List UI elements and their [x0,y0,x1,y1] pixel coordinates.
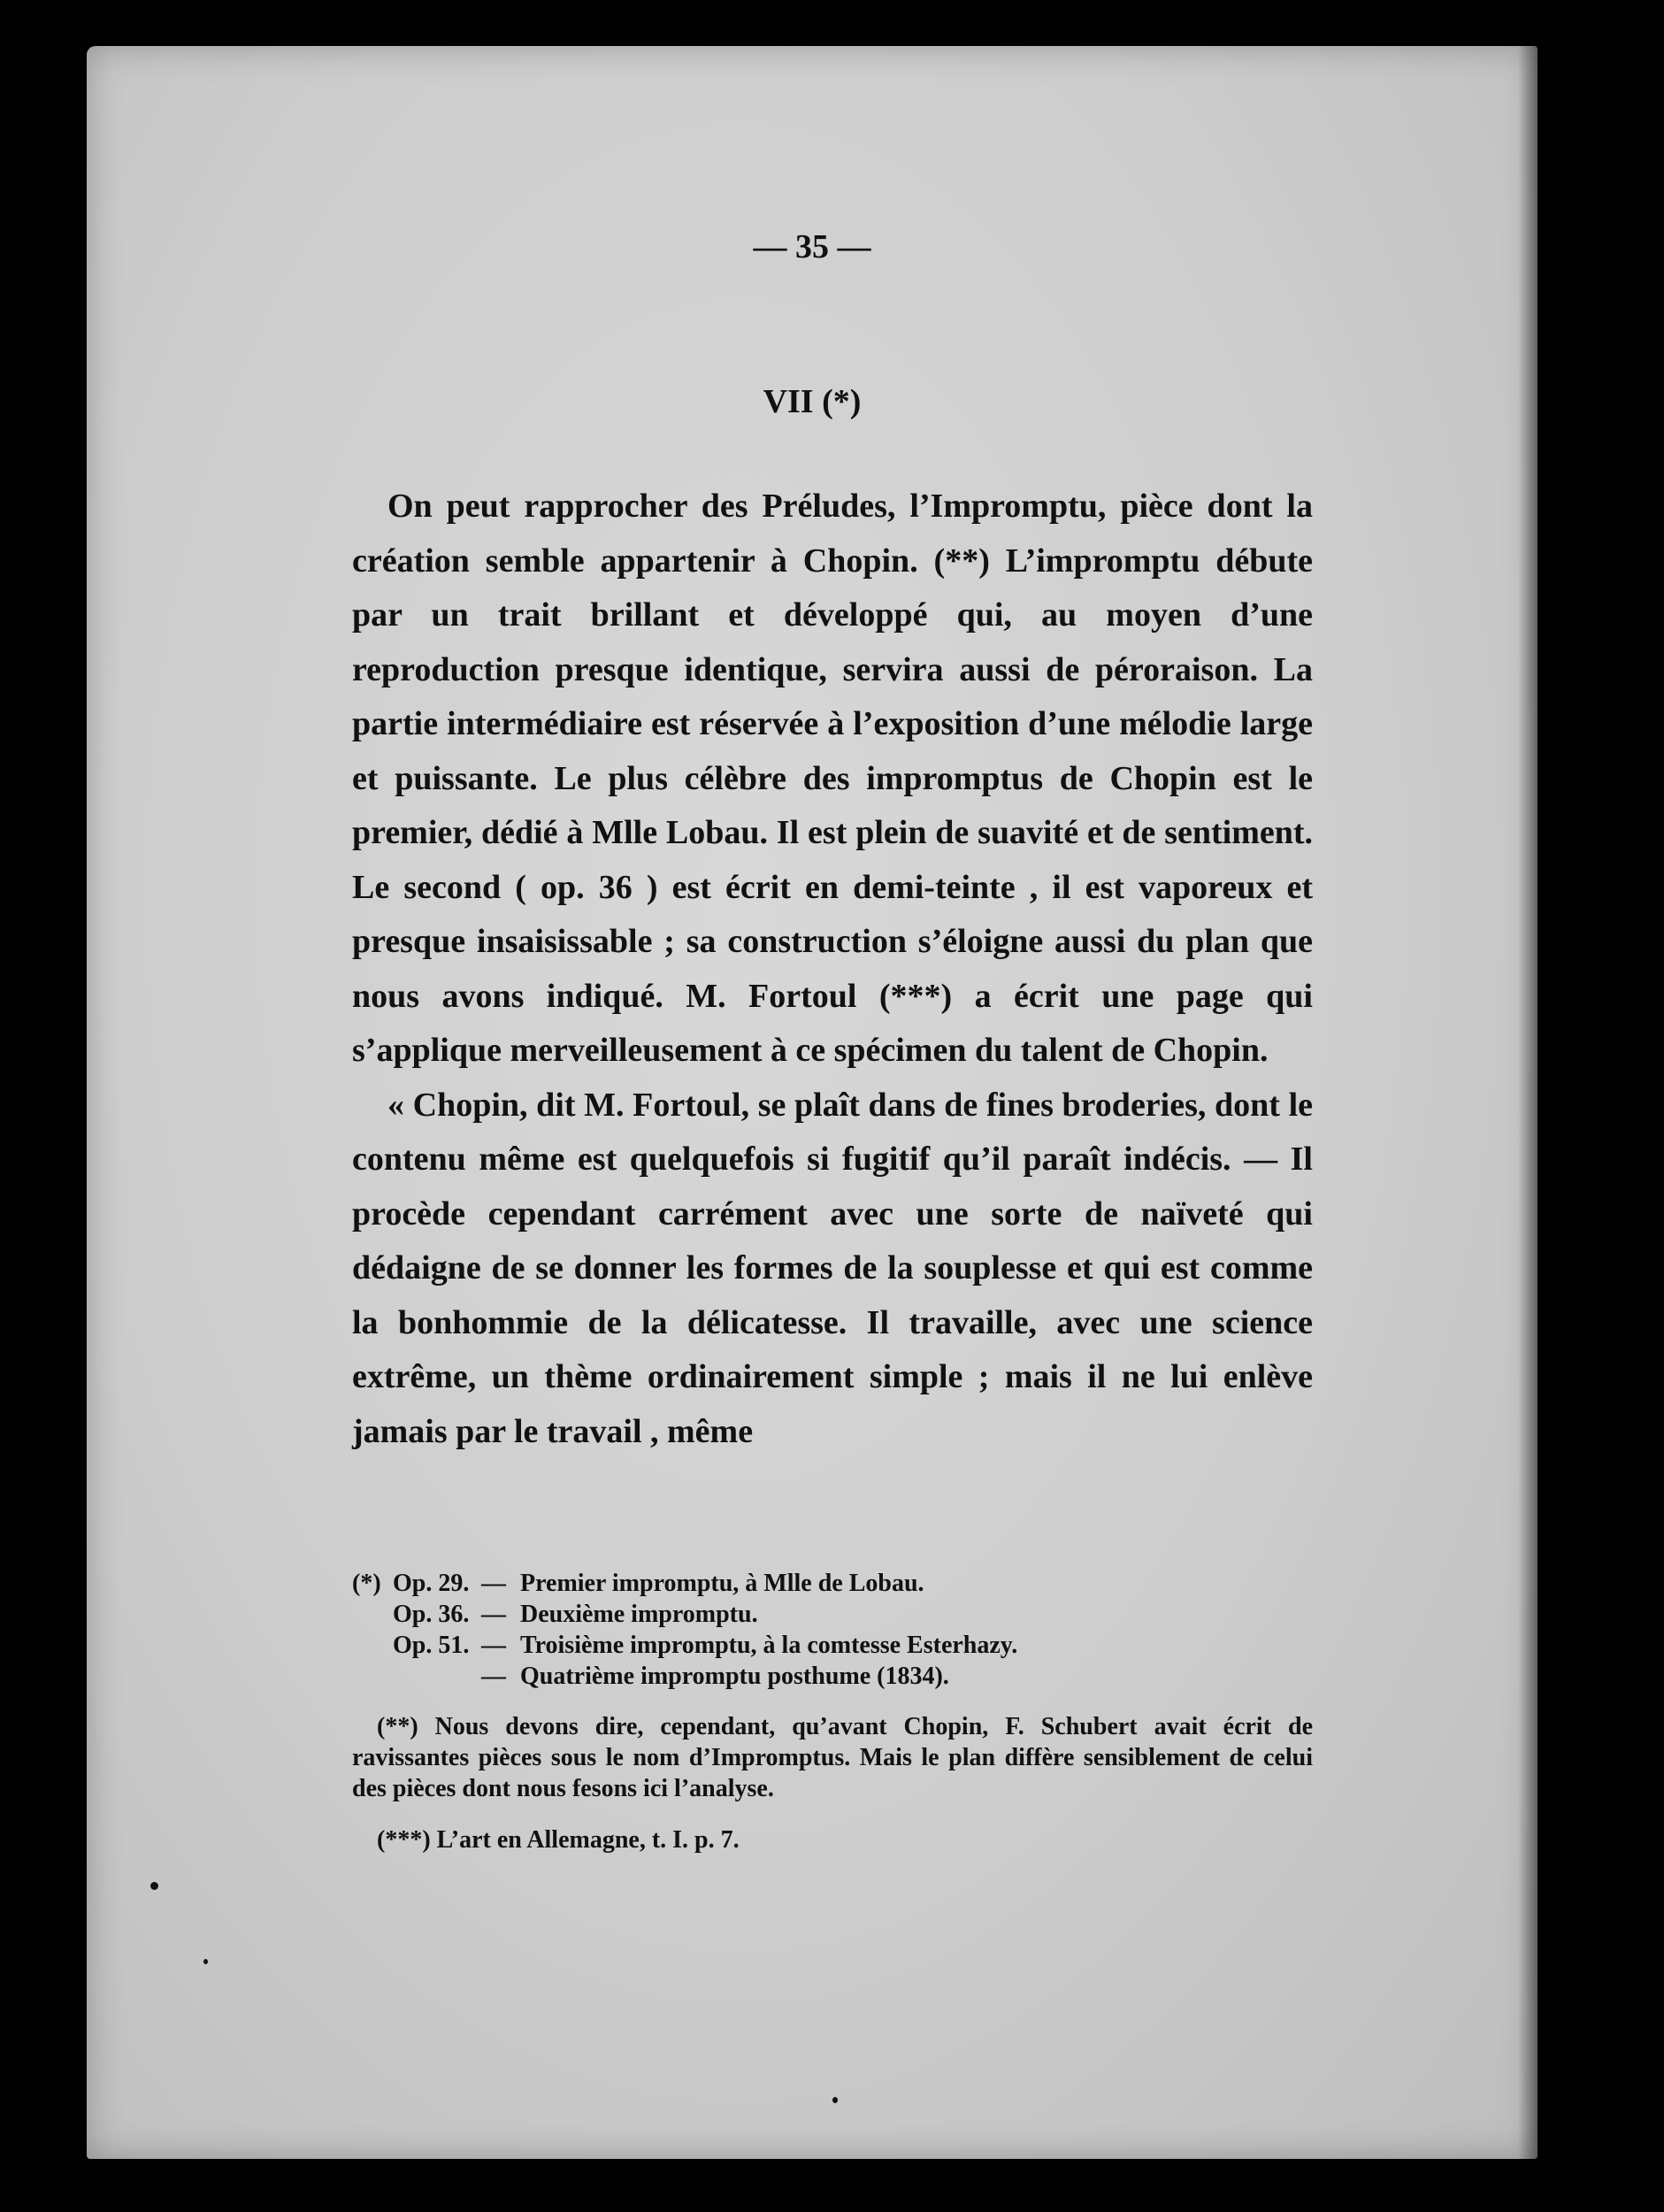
main-text [352,480,1313,1459]
page-number: — 35 — [753,228,871,265]
footnote-text: Deuxième impromptu. [520,1601,758,1628]
footnote-dash: — [481,1601,506,1628]
footnote-op [393,1661,481,1692]
footnote-text: Premier impromptu, à Mlle de Lobau. [520,1570,924,1597]
paragraph-1: On peut rapprocher des Préludes, l’Impromptu, pièce dont la création semble appartenir à Chopin. (**) L’impromptu débute par un trait brillant et développé qui, au moyen d’une reproduction presque identique, servira aussi de péroraison. La partie intermédiaire est réservée à l’exposition d’une mélodie large et puissante. Le plus célèbre des impromptus de Chopin est le premier, dédié à Mlle Lobau. Il est plein de suavité et de sentiment. Le second ( op. 36 ) est écrit en demi-teinte , il est vaporeux et presque insaisissable ; sa construction s’éloigne aussi du plan que nous avons indiqué. M. Fortoul (***) a écrit une page qui s’applique merveilleusement à ce spécimen du talent de Chopin. [352,488,1313,1069]
ink-speck [150,1882,158,1890]
footnote-1-row [352,1599,1313,1630]
footnote-3: (***) L’art en Allemagne, t. I. p. 7. [377,1826,740,1854]
ink-speck [203,1959,208,1964]
footnote-dash: — [481,1663,506,1690]
footnote-text: Troisième impromptu, à la comtesse Esterhazy. [520,1632,1018,1659]
footnote-1-row [352,1630,1313,1661]
footnote-1-row [352,1661,1313,1692]
section-title: VII (*) [763,383,862,420]
footnote-1 [352,1568,1313,1692]
footnote-dash: — [481,1570,506,1597]
footnote-op: Op. 36. [393,1601,470,1628]
ink-speck [832,2097,838,2103]
footnote-dash: — [481,1632,506,1659]
footnote-2: (**) Nous devons dire, cependant, qu’avant Chopin, F. Schubert avait écrit de ravissantes pièces sous le nom d’Impromptus. Mais le plan diffère sensiblement de celui des pièces dont nous fesons ici l’analyse. [352,1713,1313,1802]
page-edge-shadow [1518,46,1537,2159]
footnote-1-mark: (*) [352,1570,381,1597]
footnote-op: Op. 51. [393,1632,470,1659]
footnote-text: Quatrième impromptu posthume (1834). [520,1663,949,1690]
paragraph-2: « Chopin, dit M. Fortoul, se plaît dans de fines broderies, dont le contenu même est quelquefois si fugitif qu’il paraît indécis. — Il procède cependant carrément avec une sorte de naïveté qui dédaigne de se donner les formes de la souplesse et qui est comme la bonhommie de la délicatesse. Il travaille, avec une science extrême, un thème ordinairement simple ; mais il ne lui enlève jamais par le travail , même [352,1086,1313,1450]
footnote-op: Op. 29. [393,1570,470,1597]
footnote-1-row [352,1568,1313,1599]
book-page [87,46,1537,2159]
